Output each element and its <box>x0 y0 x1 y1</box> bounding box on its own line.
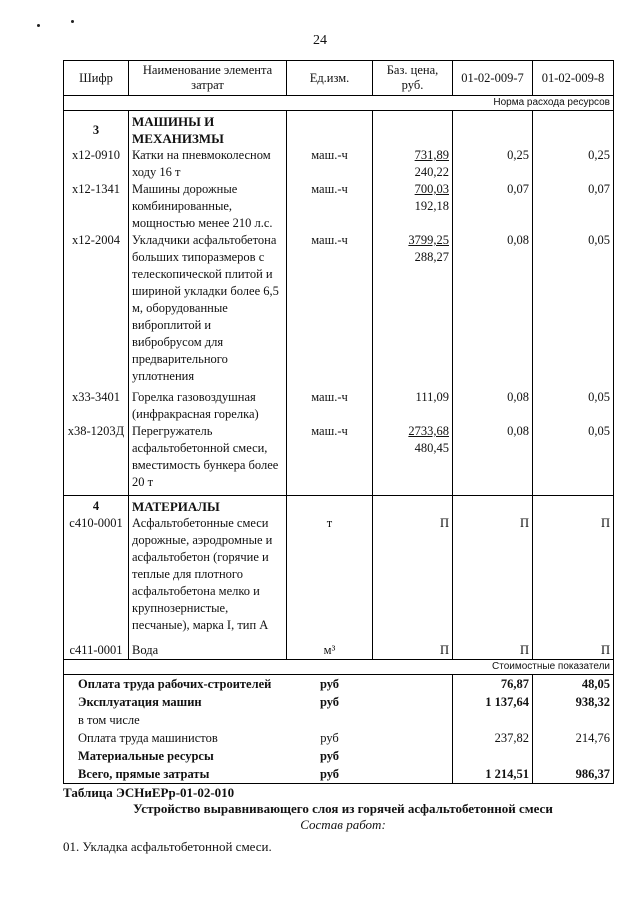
row-unit: маш.-ч <box>287 147 373 181</box>
summary-unit: руб <box>319 677 340 691</box>
row-price: П <box>373 515 453 634</box>
row-price-labor: 192,18 <box>414 199 449 213</box>
table-row <box>64 147 614 181</box>
row-value-b: П <box>533 515 614 634</box>
row-code: х12-2004 <box>64 232 129 385</box>
row-name: Горелка газовоздушная (инфракрасная горелка) <box>129 385 287 423</box>
summary-row <box>64 747 614 765</box>
table-row <box>64 634 614 660</box>
row-value-b: 0,25 <box>533 147 614 181</box>
header-code: Шифр <box>64 61 129 96</box>
section-row <box>64 111 614 148</box>
summary-row <box>64 675 614 694</box>
summary-unit <box>287 711 373 729</box>
row-value-a: 0,08 <box>453 232 533 385</box>
summary-value-b: 986,37 <box>533 765 614 784</box>
row-name: Укладчики асфальтобетона больших типоразмеров с телескопической плитой и шириной укладки более 6,5 м, оборудованные виброплитой и вибробрусом для предварительного уплотнения <box>129 232 287 385</box>
row-code: х38-1203Д <box>64 423 129 491</box>
header-unit: Ед.изм. <box>287 61 373 96</box>
row-name: Асфальтобетонные смеси дорожные, аэродромные и асфальтобетон (горячие и теплые для плотного асфальтобетона мелко и крупнозернистые, песчаные), марка I, тип А <box>129 515 287 634</box>
summary-unit: руб <box>319 749 340 763</box>
summary-row <box>64 693 614 711</box>
summary-unit: руб <box>287 765 373 784</box>
row-value-a: 0,08 <box>453 423 533 491</box>
summary-value-b <box>533 711 614 729</box>
next-table-intro <box>63 785 623 855</box>
summary-label: Эксплуатация машин <box>64 693 287 711</box>
row-value-a: П <box>453 515 533 634</box>
row-value-b: 0,05 <box>533 423 614 491</box>
summary-value-b: 938,32 <box>533 693 614 711</box>
row-name: Катки на пневмоколесном ходу 16 т <box>129 147 287 181</box>
row-price-labor: 288,27 <box>414 250 449 264</box>
table-row <box>64 423 614 491</box>
row-price: 3799,25 <box>408 233 449 247</box>
section-number: 3 <box>64 111 129 148</box>
row-value-b: 0,07 <box>533 181 614 232</box>
row-code: с410-0001 <box>64 515 129 634</box>
summary-value-a: 76,87 <box>453 675 533 694</box>
row-price: 111,09 <box>373 385 453 423</box>
summary-row <box>64 765 614 784</box>
row-value-a: 0,25 <box>453 147 533 181</box>
row-unit: маш.-ч <box>287 232 373 385</box>
summary-value-b: 214,76 <box>533 729 614 747</box>
scan-dot <box>71 20 74 23</box>
row-unit: м³ <box>287 634 373 660</box>
summary-unit: руб <box>320 731 339 745</box>
norm-band: Норма расхода ресурсов <box>64 96 614 111</box>
scan-dot <box>37 24 40 27</box>
row-code: х33-3401 <box>64 385 129 423</box>
summary-value-a: 1 137,64 <box>453 693 533 711</box>
cost-band: Стоимостные показатели <box>64 660 614 675</box>
summary-row <box>64 711 614 729</box>
summary-row <box>64 729 614 747</box>
row-name: Вода <box>129 634 287 660</box>
summary-label: Всего, прямые затраты <box>64 765 287 784</box>
row-unit: т <box>287 515 373 634</box>
row-price-labor: 480,45 <box>414 441 449 455</box>
row-price: 2733,68 <box>408 424 449 438</box>
summary-label: Материальные ресурсы <box>64 747 287 765</box>
header-base-price: Баз. цена, руб. <box>373 61 453 96</box>
row-value-b: 0,05 <box>533 232 614 385</box>
norm-band-row <box>64 96 614 111</box>
row-unit: маш.-ч <box>287 181 373 232</box>
section-title: МАТЕРИАЛЫ <box>129 496 287 516</box>
table-row <box>64 181 614 232</box>
summary-unit: руб <box>319 695 340 709</box>
header-col-a: 01-02-009-7 <box>453 61 533 96</box>
row-value-a: П <box>453 634 533 660</box>
row-code: х12-1341 <box>64 181 129 232</box>
summary-label: Оплата труда рабочих-строителей <box>64 675 287 694</box>
row-code: х12-0910 <box>64 147 129 181</box>
summary-value-a <box>453 747 533 765</box>
row-value-b: П <box>533 634 614 660</box>
row-name: Перегружатель асфальтобетонной смеси, вместимость бункера более 20 т <box>129 423 287 491</box>
header-name: Наименование элемента затрат <box>129 61 287 96</box>
summary-value-a: 237,82 <box>453 729 533 747</box>
table-row <box>64 385 614 423</box>
work-composition-heading: Состав работ: <box>300 817 386 832</box>
row-value-a: 0,07 <box>453 181 533 232</box>
row-price-labor: 240,22 <box>414 165 449 179</box>
section-row <box>64 496 614 516</box>
summary-value-b <box>533 747 614 765</box>
row-name: Машины дорожные комбинированные, мощностью менее 210 л.с. <box>129 181 287 232</box>
summary-value-a <box>453 711 533 729</box>
row-code: с411-0001 <box>64 634 129 660</box>
row-price: 731,89 <box>414 148 449 162</box>
row-unit: маш.-ч <box>287 385 373 423</box>
table-row <box>64 515 614 634</box>
resource-table <box>63 60 614 784</box>
row-unit: маш.-ч <box>287 423 373 491</box>
section-title: МАШИНЫ И МЕХАНИЗМЫ <box>129 111 287 148</box>
row-price: П <box>373 634 453 660</box>
row-value-b: 0,05 <box>533 385 614 423</box>
page-number: 24 <box>313 33 327 48</box>
section-number: 4 <box>64 496 129 516</box>
table-caption: Таблица ЭСНиЕРр-01-02-010 <box>63 785 235 800</box>
table-header-row <box>64 61 614 96</box>
row-price: 700,03 <box>414 182 449 196</box>
header-col-b: 01-02-009-8 <box>533 61 614 96</box>
work-item: 01. Укладка асфальтобетонной смеси. <box>63 839 272 854</box>
table-title: Устройство выравнивающего слоя из горячей асфальтобетонной смеси <box>133 801 553 816</box>
summary-label: Оплата труда машинистов <box>64 729 287 747</box>
summary-value-b: 48,05 <box>533 675 614 694</box>
summary-value-a: 1 214,51 <box>453 765 533 784</box>
table-row <box>64 232 614 385</box>
cost-band-row <box>64 660 614 675</box>
summary-label: в том числе <box>64 711 287 729</box>
row-value-a: 0,08 <box>453 385 533 423</box>
